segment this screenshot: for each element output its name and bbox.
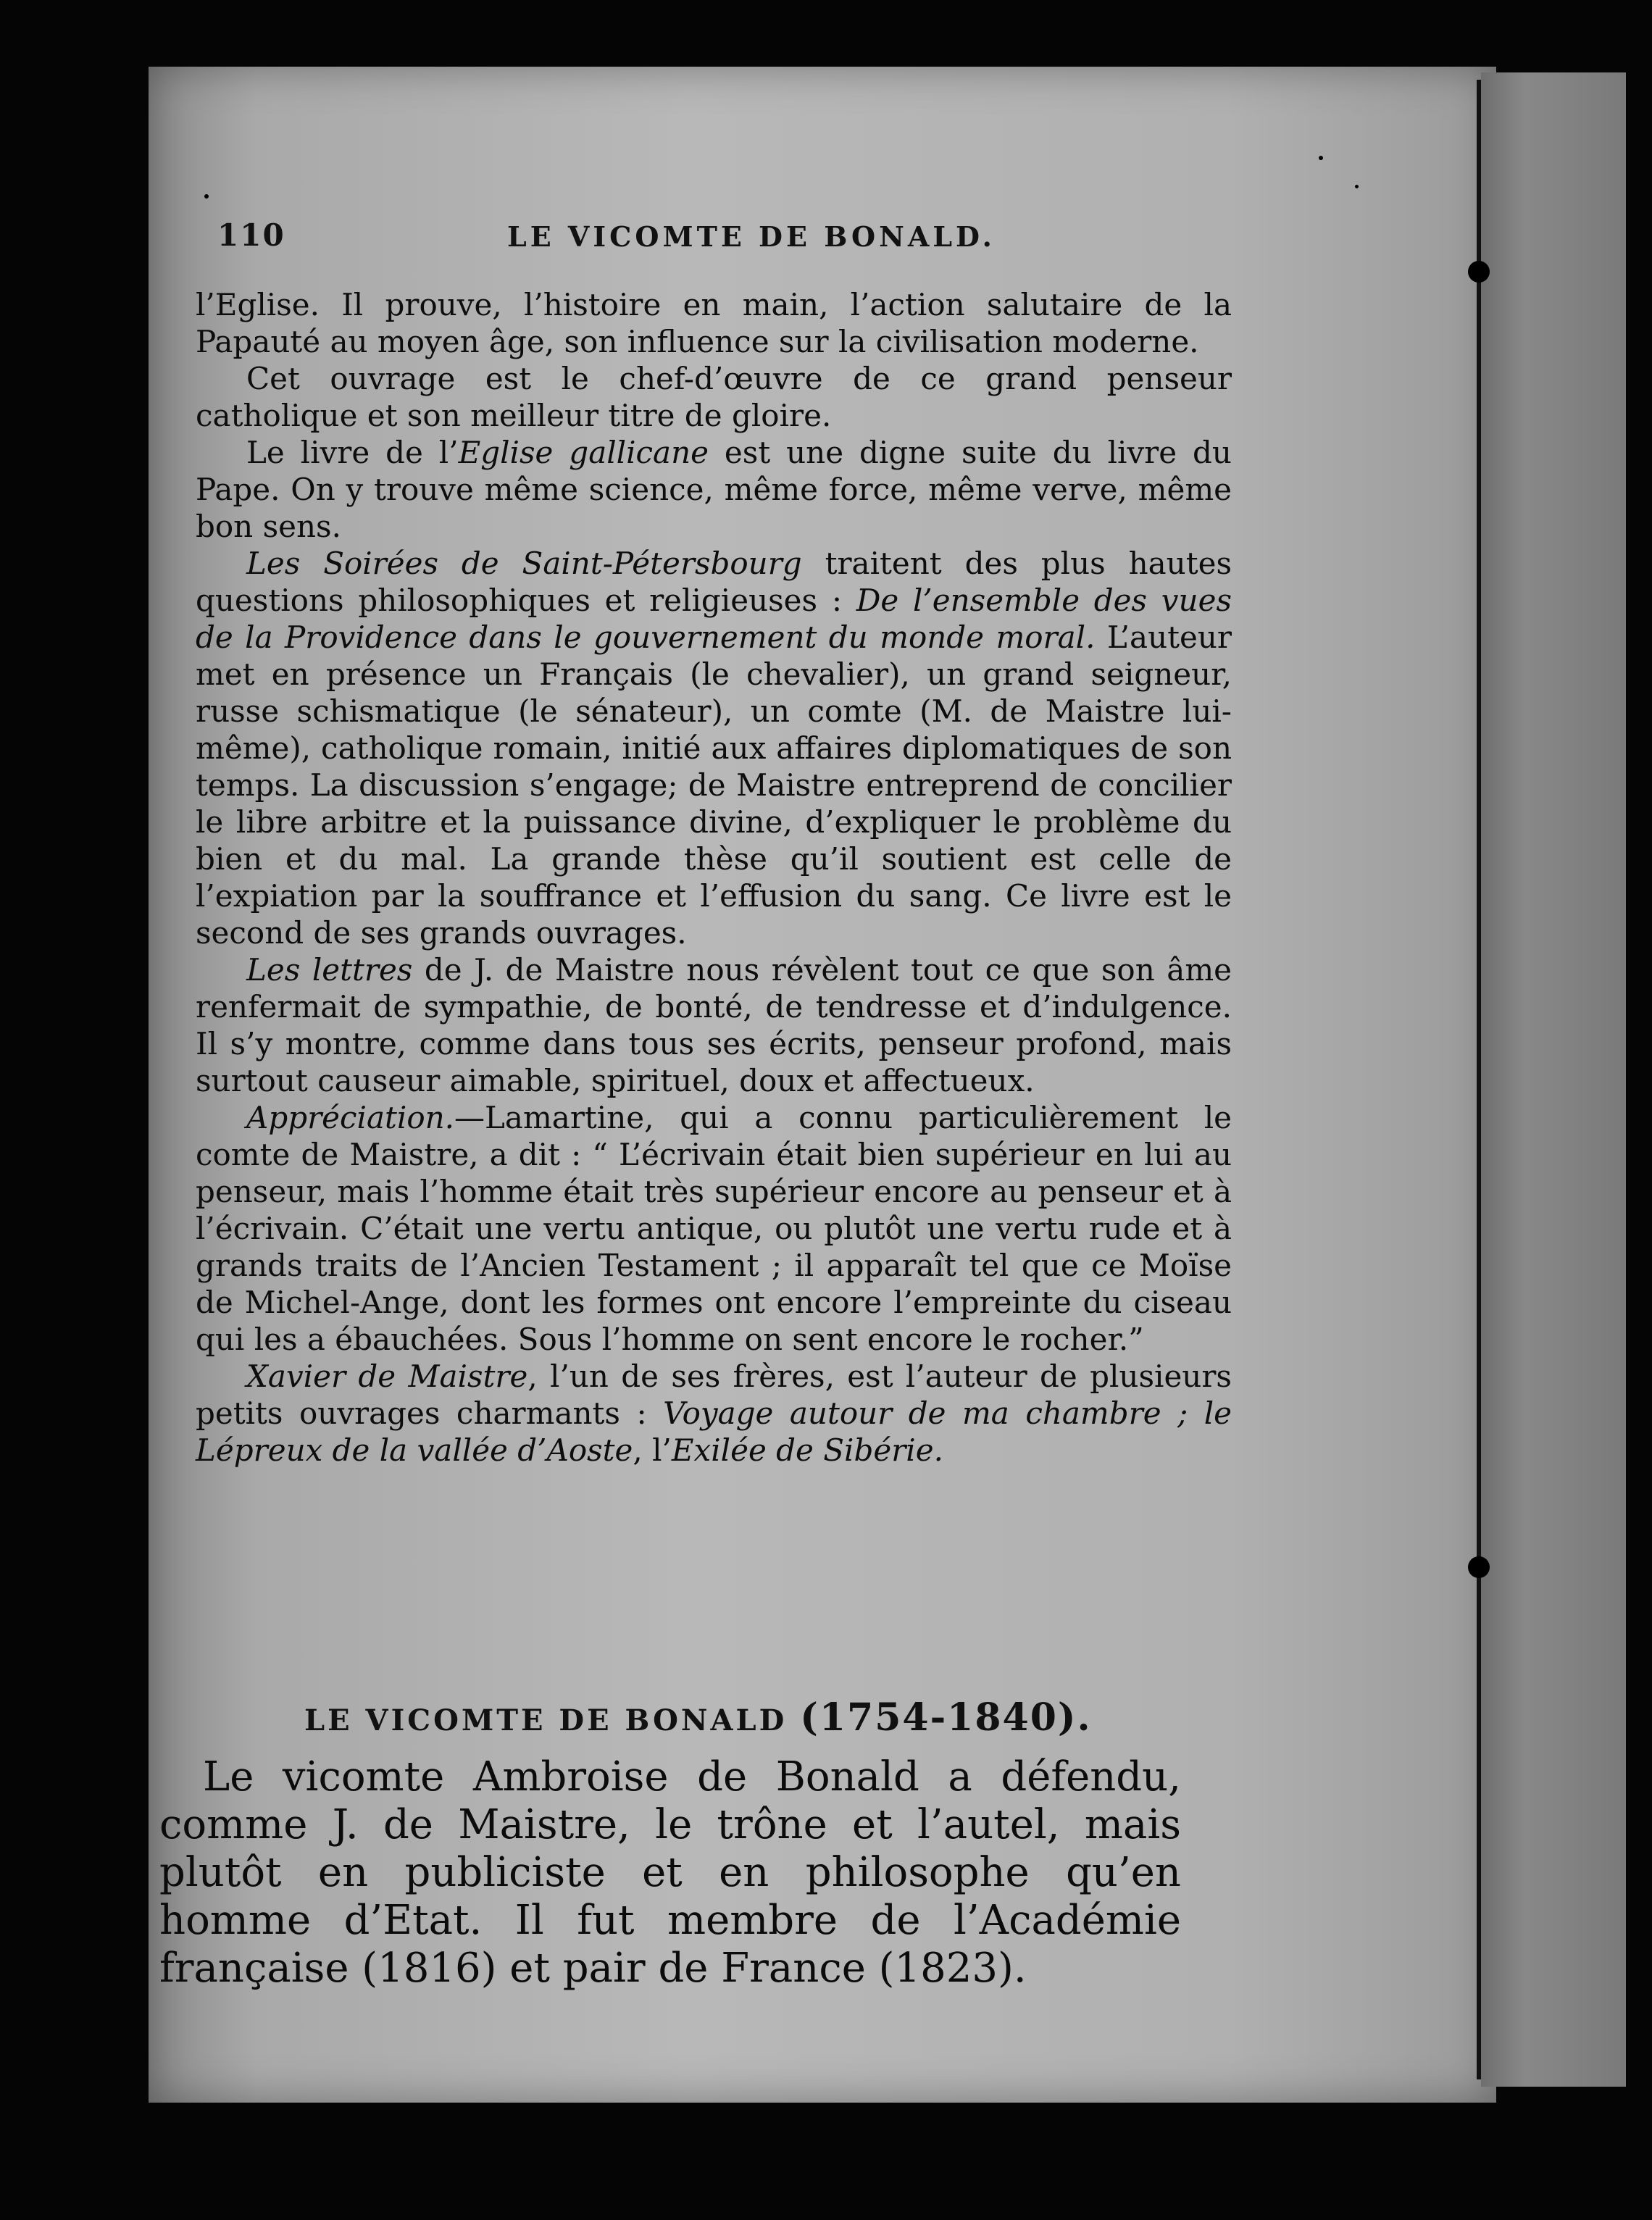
section-paragraph: Le vicomte Ambroise de Bonald a défendu, comme J. de Maistre, le trône et l’autel, mais plutôt en publiciste et en philosophe qu’en homme d’Etat. Il fut membre de l’Académie française (1816) et pair de France (1823). bbox=[159, 1753, 1181, 1992]
section-body bbox=[159, 1753, 1181, 1992]
text-run: , l’ bbox=[633, 1432, 672, 1468]
text-run: Le livre de l’ bbox=[246, 435, 459, 470]
text-run: —Lamartine, qui a connu particulièrement le comte de Maistre, a dit : “ L’écrivain était bien supérieur en lui au penseur, mais l’homme était très supérieur encore au penseur et à l’écrivain. C’était une vertu antique, ou plutôt une vertu rude et à grands traits de l’Ancien Testament ; il apparaît tel que ce Moïse de Michel-Ange, dont les formes ont encore l’empreinte du ciseau qui les a ébauchées. Sous l’homme on sent encore le rocher.” bbox=[196, 1100, 1232, 1357]
body-text bbox=[196, 286, 1232, 1469]
dust-speck bbox=[1355, 185, 1359, 188]
text-run: l’Eglise. Il prouve, l’histoire en main, l’action salutaire de la Papauté au moyen âge, son influence sur la civilisation moderne. bbox=[196, 287, 1232, 359]
page-number: 110 bbox=[217, 217, 285, 253]
italic-text: Les Soirées de Saint-Pétersbourg bbox=[246, 546, 802, 581]
text-run: Cet ouvrage est le chef-d’œuvre de ce grand penseur catholique et son meilleur titre de gloire. bbox=[196, 361, 1232, 433]
binding-mark bbox=[1468, 1556, 1490, 1578]
paragraph bbox=[196, 434, 1232, 545]
dust-speck bbox=[1319, 156, 1323, 160]
italic-text: Appréciation. bbox=[246, 1100, 455, 1135]
section-heading bbox=[304, 1695, 1101, 1740]
facing-page-edge bbox=[1481, 72, 1626, 2087]
text-run: de J. de Maistre nous révèlent tout ce que son âme renfermait de sympathie, de bonté, de tendresse et d’indulgence. Il s’y montre, comme dans tous ses écrits, penseur profond, mais surtout causeur aimable, spirituel, doux et affectueux. bbox=[196, 952, 1232, 1098]
book-gutter bbox=[1477, 80, 1481, 2079]
paragraph bbox=[196, 360, 1232, 434]
paragraph bbox=[196, 545, 1232, 951]
running-head: LE VICOMTE DE BONALD. bbox=[507, 220, 996, 253]
paragraph bbox=[196, 1099, 1232, 1358]
page-header bbox=[217, 217, 1246, 261]
paragraph bbox=[196, 286, 1232, 360]
italic-text: Voyage autour de ma chambre ; le Lépreux de la vallée d’Aoste bbox=[196, 1395, 1232, 1468]
paragraph bbox=[196, 951, 1232, 1099]
italic-text: Eglise gallicane bbox=[458, 435, 709, 470]
text-run: traitent des plus hautes questions philosophiques et religieuses : bbox=[196, 546, 1232, 618]
binding-mark bbox=[1468, 261, 1490, 283]
section-title: LE VICOMTE DE BONALD bbox=[304, 1703, 788, 1737]
text-run: est une digne suite du livre du Pape. On y trouve même science, même force, même verve, même bon sens. bbox=[196, 435, 1232, 544]
section-dates: (1754-1840). bbox=[800, 1695, 1092, 1740]
paragraph bbox=[196, 1358, 1232, 1469]
italic-text: Les lettres bbox=[246, 952, 413, 988]
dust-speck bbox=[204, 194, 209, 199]
italic-text: Xavier de Maistre bbox=[246, 1359, 528, 1394]
text-run: , l’un de ses frères, est l’auteur de plusieurs petits ouvrages charmants : bbox=[196, 1359, 1232, 1431]
italic-text: De l’ensemble des vues de la Providence dans le gouvernement du monde moral. bbox=[196, 583, 1232, 655]
italic-text: Exilée de Sibérie. bbox=[671, 1432, 943, 1468]
text-run: L’auteur met en présence un Français (le chevalier), un grand seigneur, russe schismatique (le sénateur), un comte (M. de Maistre lui-même), catholique romain, initié aux affaires diplomatiques de son temps. La discussion s’engage; de Maistre entreprend de concilier le libre arbitre et la puissance divine, d’expliquer le problème du bien et du mal. La grande thèse qu’il soutient est celle de l’expiation par la souffrance et l’effusion du sang. Ce livre est le second de ses grands ouvrages. bbox=[196, 619, 1232, 951]
